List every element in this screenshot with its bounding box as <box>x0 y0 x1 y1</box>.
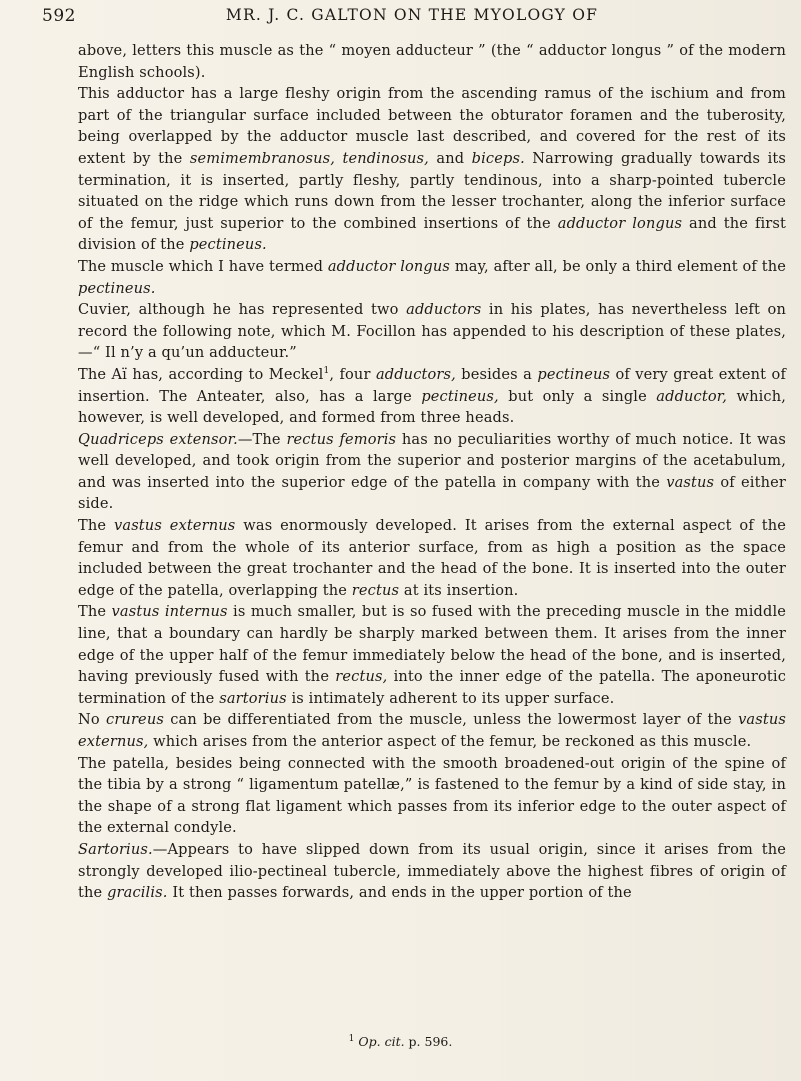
paragraph <box>78 515 786 601</box>
italic-term: semimembranosus, tendinosus, <box>189 149 429 167</box>
italic-term: pectineus, <box>421 387 499 405</box>
italic-term: vastus externus, <box>78 711 786 750</box>
paragraph <box>78 256 786 299</box>
text-run: and the first division of the <box>78 214 787 254</box>
footnote-reference: 1 <box>323 366 330 377</box>
paragraph <box>78 753 786 839</box>
italic-term: pectineus. <box>78 279 156 297</box>
text-run: has no peculiarities worthy of much notice. It was well developed, and took origin from the superior and posterior margins of the acetabulum, and was inserted into the superior edge of the patella in company with the <box>78 430 786 491</box>
italic-term: adductor, <box>656 387 728 405</box>
text-run: but only a single <box>498 387 657 405</box>
text-run: It then passes forwards, and ends in the upper portion of the <box>167 884 632 902</box>
italic-term: adductor longus <box>327 257 451 275</box>
text-run: which arises from the anterior aspect of the femur, be reckoned as this muscle. <box>148 733 752 750</box>
italic-term: vastus internus <box>111 603 228 621</box>
text-run: The patella, besides being connected with the smooth broadened-out origin of the spine of the tibia by a strong “ ligamentum patellæ,” is fastened to the femur by a kind of side stay, in the shape of a strong flat ligament which passes from its inferior edge to the outer aspect of the external condyle. <box>78 754 786 837</box>
text-run: which, however, is well developed, and formed from three heads. <box>78 387 786 427</box>
italic-term: adductor longus <box>557 214 683 232</box>
italic-term: biceps. <box>471 149 525 167</box>
paragraph <box>78 709 786 752</box>
text-run: is intimately adherent to its upper surface. <box>286 689 615 707</box>
italic-term: adductors <box>406 301 482 319</box>
text-run: above, letters this muscle as the “ moyen adducteur ” (the “ adductor longus ” of the modern English schools). <box>78 42 786 81</box>
text-run: may, after all, be only a third element of the <box>450 257 786 275</box>
text-run: of very great extent of insertion. The Anteater, also, has a large <box>78 365 787 405</box>
text-run: —The <box>237 430 287 448</box>
text-run: can be differentiated from the muscle, unless the lowermost layer of the <box>163 711 739 729</box>
text-run: The muscle which I have termed <box>78 257 328 275</box>
italic-term: rectus femoris <box>286 430 397 448</box>
footnote <box>0 1034 801 1049</box>
text-run: —Appears to have slipped down from its usual origin, since it arises from the strongly developed ilio-pectineal tubercle, immediately above the highest fibres of origin of the <box>78 840 786 902</box>
italic-term: Quadriceps extensor. <box>78 430 238 448</box>
text-run: This adductor has a large fleshy origin from the ascending ramus of the ischium and from part of the triangular surface included between the obturator foramen and the tuberosity, being overlapped by the adductor muscle last described, and covered for the rest of its extent by the <box>78 85 786 167</box>
text-run: in his plates, has nevertheless left on record the following note, which M. Focillon has appended to his description of these plates,—“ Il n’y a qu’un adducteur.” <box>78 301 786 362</box>
italic-term: pectineus. <box>189 236 267 254</box>
page-header <box>42 6 782 34</box>
italic-term: vastus <box>666 473 715 491</box>
paragraph <box>78 364 786 429</box>
text-run: and <box>428 149 472 167</box>
footnote-page: p. 596. <box>404 1034 453 1049</box>
italic-term: pectineus <box>537 365 611 383</box>
footnote-source: Op. cit. <box>358 1034 405 1049</box>
text-run: of either side. <box>78 473 786 513</box>
body-text <box>78 40 786 904</box>
text-run: Narrowing gradually towards its termination, it is inserted, partly fleshy, partly tendinous, into a sharp-pointed tubercle situated on the ridge which runs down from the lesser trochanter, along the inferior surface of the femur, just superior to the combined insertions of the <box>78 149 786 232</box>
italic-term: vastus externus <box>114 517 236 535</box>
text-run: into the inner edge of the patella. The aponeurotic termination of the <box>78 668 787 707</box>
italic-term: gracilis. <box>107 884 168 902</box>
text-run: , four <box>329 365 376 383</box>
italic-term: rectus, <box>335 668 388 686</box>
paragraph <box>78 839 786 904</box>
text-run: is much smaller, but is so fused with the preceding muscle in the middle line, that a boundary can hardly be sharply marked between them. It arises from the inner edge of the upper half of the femur immediately below the head of the bone, and is inserted, having previously fused with the <box>78 603 787 686</box>
running-head: MR. J. C. GALTON ON THE MYOLOGY OF <box>225 6 599 24</box>
text-run: The <box>78 517 114 535</box>
italic-term: adductors, <box>375 365 456 383</box>
text-run: The <box>78 603 112 621</box>
text-run: besides a <box>455 365 538 383</box>
text-run: at its insertion. <box>399 581 519 599</box>
text-run: No <box>78 711 107 729</box>
text-run: was enormously developed. It arises from the external aspect of the femur and from the whole of its anterior surface, from as high a position as the space included between the great trochanter and the head of the bone. It is inserted into the outer edge of the patella, overlapping the <box>78 517 787 599</box>
text-run: Cuvier, although he has represented two <box>78 301 407 319</box>
page-number: 592 <box>42 6 76 26</box>
text-run: The Aï has, according to Meckel <box>78 365 324 383</box>
paragraph <box>78 299 786 364</box>
footnote-mark: 1 <box>348 1033 355 1044</box>
italic-term: rectus <box>351 581 400 599</box>
paragraph <box>78 83 786 256</box>
italic-term: sartorius <box>219 689 287 707</box>
paragraph <box>78 429 786 515</box>
paragraph <box>78 40 786 83</box>
italic-term: crureus <box>106 711 164 729</box>
italic-term: Sartorius. <box>78 840 153 858</box>
paragraph <box>78 601 786 709</box>
